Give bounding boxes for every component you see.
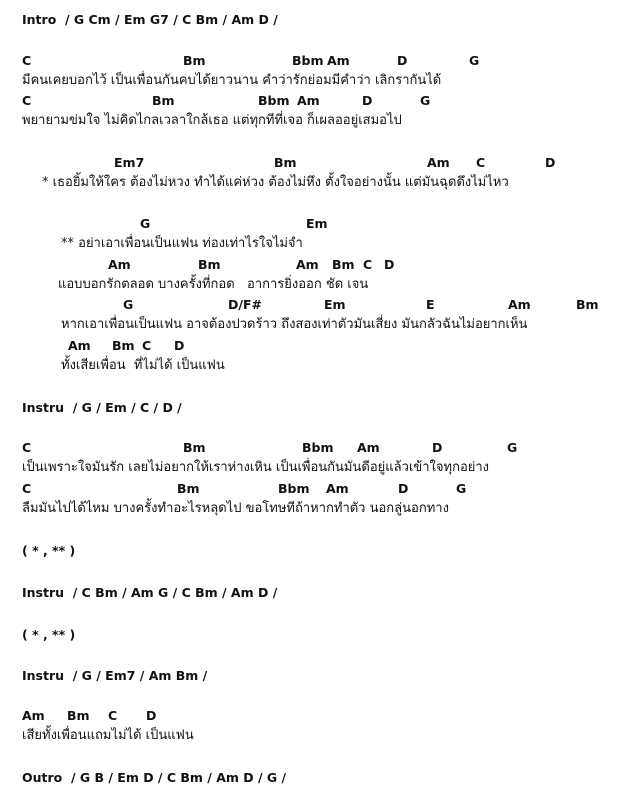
ending-chords [0, 708, 620, 724]
chord-label: Bm [576, 297, 599, 312]
chord-label: E [426, 297, 435, 312]
chord-label: Am [508, 297, 531, 312]
chord-label: Bbm [302, 440, 334, 455]
verse2-lyric-1: เป็นเพราะใจมันรัก เลยไม่อยากให้เราห่างเหิน เป็นเพื่อนกันมันดีอยู่แล้วเข้าใจทุกอย่าง [22, 460, 490, 475]
chord-label: Em7 [114, 155, 145, 170]
verse2-chords-1 [0, 440, 620, 456]
chorus-double-star-lyric-3: หากเอาเพื่อนเป็นแฟน อาจต้องปวดร้าว ถึงสองเท่าตัวมันเสี่ยง มันกลัวฉันไม่อยากเห็น [61, 317, 528, 332]
chorus-double-star-chords-1 [0, 216, 620, 232]
chord-label: Bm [183, 53, 206, 68]
repeat-marker-1: ( * , ** ) [22, 543, 76, 558]
chord-label: Am [296, 257, 319, 272]
chord-label: G [456, 481, 467, 496]
verse2-lyric-2: ลืมมันไปได้ไหม บางครั้งทำอะไรหลุดไป ขอโทษทีถ้าหากทำตัว นอกลู่นอกทาง [22, 501, 449, 516]
chord-label: G [420, 93, 431, 108]
instru-line-1: Instru / G / Em / C / D / [22, 400, 182, 415]
chorus-double-star-lyric-2: แอบบอกรักตลอด บางครั้งที่กอด อาการยิ่งออก ชัด เจน [58, 277, 369, 292]
chord-label: Em [324, 297, 346, 312]
verse1-lyric-2: พยายามข่มใจ ไม่คิดไกลเวลาใกล้เธอ แต่ทุกทีที่เจอ ก็เผลออยู่เสมอไป [22, 113, 402, 128]
verse1-chords-1 [0, 53, 620, 69]
instru-line-2: Instru / C Bm / Am G / C Bm / Am D / [22, 585, 278, 600]
chord-label: Am [427, 155, 450, 170]
chord-label: C [22, 53, 32, 68]
chord-label: Am [327, 53, 350, 68]
chord-label: D [174, 338, 185, 353]
chord-label: Am [326, 481, 349, 496]
chord-label: Am [108, 257, 131, 272]
chord-label: D [384, 257, 395, 272]
chord-label: Bm [183, 440, 206, 455]
chorus-double-star-chords-2 [0, 257, 620, 273]
chord-label: C [142, 338, 152, 353]
chord-label: Em [306, 216, 328, 231]
chord-label: C [363, 257, 373, 272]
verse1-chords-2 [0, 93, 620, 109]
chord-label: G [123, 297, 134, 312]
chord-label: C [22, 93, 32, 108]
chord-label: D [432, 440, 443, 455]
chord-label: Bm [67, 708, 90, 723]
chorus-double-star-lyric-4: ทั้งเสียเพื่อน ที่ไม่ได้ เป็นแฟน [61, 358, 225, 373]
chord-label: D [397, 53, 408, 68]
chord-label: Bm [152, 93, 175, 108]
chord-label: D [545, 155, 556, 170]
chord-label: Bbm [258, 93, 290, 108]
outro-line: Outro / G B / Em D / C Bm / Am D / G / [22, 770, 287, 785]
chord-label: Bm [177, 481, 200, 496]
chorus-double-star-chords-3 [0, 297, 620, 313]
chord-label: Bbm [292, 53, 324, 68]
instru-line-3: Instru / G / Em7 / Am Bm / [22, 668, 208, 683]
chord-label: Am [22, 708, 45, 723]
intro-line: Intro / G Cm / Em G7 / C Bm / Am D / [22, 12, 278, 27]
chord-label: Bm [198, 257, 221, 272]
verse1-lyric-1: มีคนเคยบอกไว้ เป็นเพื่อนกันคบได้ยาวนาน คำว่ารักย่อมมีคำว่า เลิกรากันได้ [22, 73, 442, 88]
chord-label: Am [68, 338, 91, 353]
chord-label: C [22, 481, 32, 496]
chorus-double-star-chords-4 [0, 338, 620, 354]
chord-label: G [507, 440, 518, 455]
chord-label: Bm [332, 257, 355, 272]
chord-label: D [146, 708, 157, 723]
chord-label: D/F# [228, 297, 262, 312]
chord-label: C [22, 440, 32, 455]
chord-label: Am [357, 440, 380, 455]
ending-lyric: เสียทั้งเพื่อนแถมไม่ได้ เป็นแฟน [22, 728, 194, 743]
chord-label: Am [297, 93, 320, 108]
chord-label: Bm [112, 338, 135, 353]
chord-label: G [140, 216, 151, 231]
chord-label: Bbm [278, 481, 310, 496]
chorus-star-lyric: * เธอยิ้มให้ใคร ต้องไม่หวง ทำได้แค่ห่วง ต้องไม่หึง ตั้งใจอย่างนั้น แต่มันฉุดดึงไม่ไหว [42, 175, 509, 190]
chord-label: C [108, 708, 118, 723]
chorus-star-chords [0, 155, 620, 171]
chord-label: Bm [274, 155, 297, 170]
chord-label: D [362, 93, 373, 108]
chorus-double-star-lyric-1: ** อย่าเอาเพื่อนเป็นแฟน ท่องเท่าไรใจไม่จำ [61, 236, 303, 251]
repeat-marker-2: ( * , ** ) [22, 627, 76, 642]
chord-label: C [476, 155, 486, 170]
verse2-chords-2 [0, 481, 620, 497]
chord-label: D [398, 481, 409, 496]
chord-label: G [469, 53, 480, 68]
